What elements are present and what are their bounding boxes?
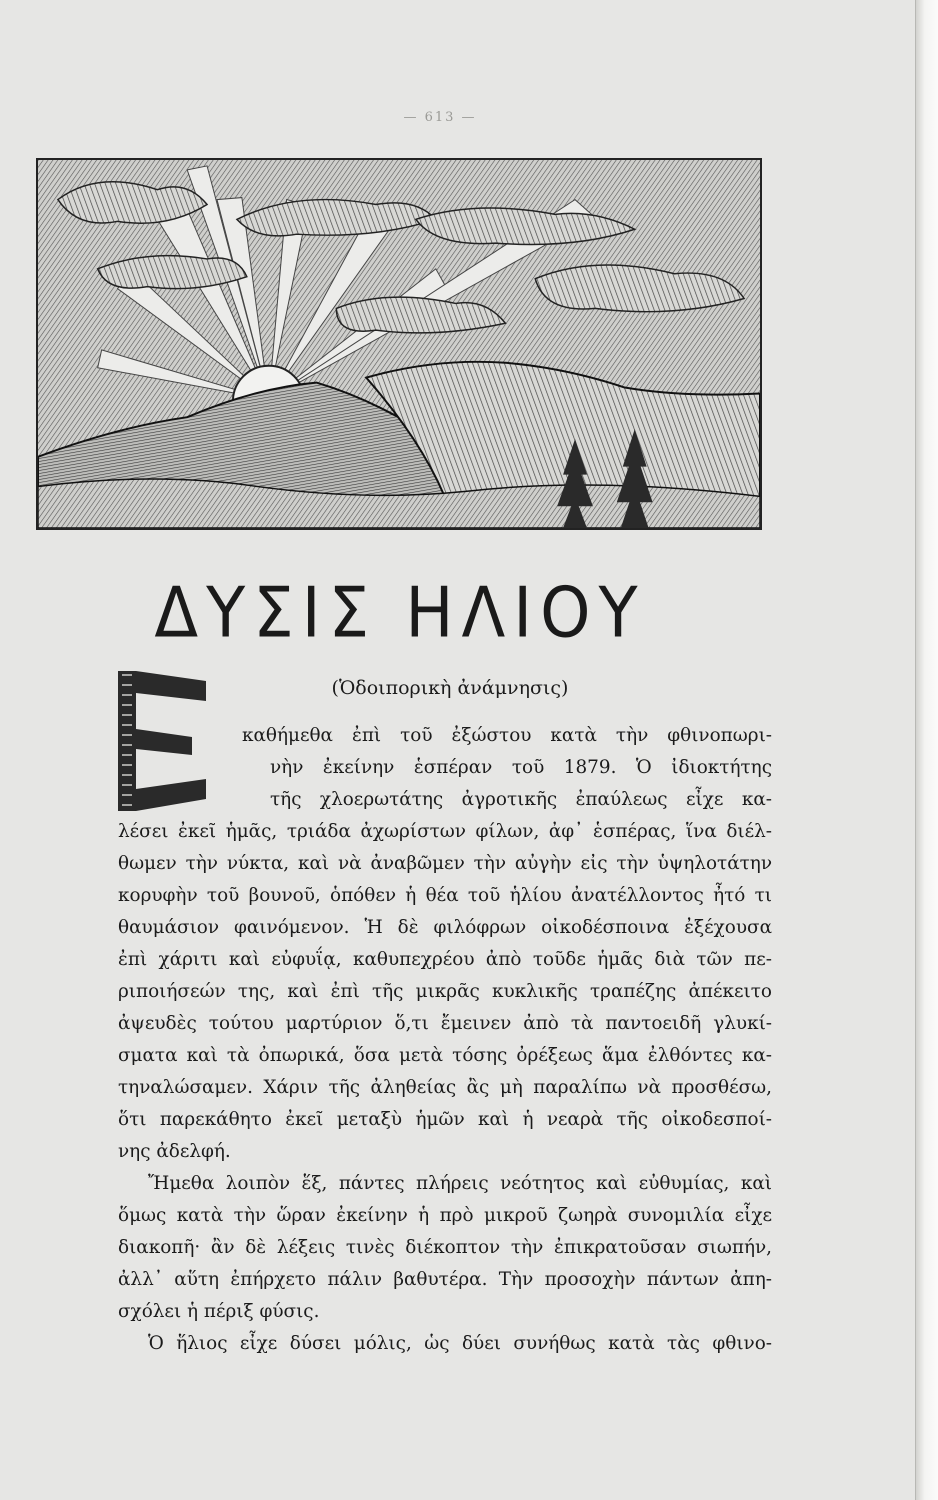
page-number: — 613 — — [403, 110, 477, 125]
text-line: ἀλλ᾽ αὕτη ἐπήρχετο πάλιν βαθυτέρα. Τὴν προσοχὴν πάντων ἀπη- — [118, 1269, 772, 1290]
text-line: ριποιήσεών της, καὶ ἐπὶ τῆς μικρᾶς κυκλικῆς τραπέζης ἀπέκειτο — [118, 981, 772, 1002]
text-line: καθήμεθα ἐπὶ τοῦ ἐξώστου κατὰ τὴν φθινοπωρι- — [242, 725, 772, 746]
text-line: λέσει ἐκεῖ ἡμᾶς, τριάδα ἀχωρίστων φίλων, ἀφ᾽ ἑσπέρας, ἵνα διέλ- — [118, 821, 772, 842]
article-title: ΔΥΣΙΣ ΗΛΙΟΥ — [154, 574, 646, 654]
text-line: διακοπῆ· ἂν δὲ λέξεις τινὲς διέκοπτον τὴν ἐπικρατοῦσαν σιωπήν, — [118, 1237, 772, 1258]
sunset-illustration — [36, 158, 762, 530]
text-line: σχόλει ἡ πέριξ φύσις. — [118, 1301, 320, 1322]
page-edge — [915, 0, 938, 1500]
text-line: Ὁ ἥλιος εἶχε δύσει μόλις, ὡς δύει συνήθως κατὰ τὰς φθινο- — [148, 1333, 772, 1354]
text-line: νης ἀδελφή. — [118, 1141, 231, 1162]
text-line: ὅμως κατὰ τὴν ὥραν ἐκείνην ἡ πρὸ μικροῦ ζωηρὰ συνομιλία εἶχε — [118, 1205, 772, 1226]
text-line: ἀψευδὲς τούτου μαρτύριον ὅ,τι ἔμεινεν ἀπὸ τὰ παντοειδῆ γλυκί- — [118, 1013, 772, 1034]
text-line: θαυμάσιον φαινόμενον. Ἡ δὲ φιλόφρων οἰκοδέσποινα ἐξέχουσα — [118, 917, 772, 938]
text-line: κορυφὴν τοῦ βουνοῦ, ὁπόθεν ἡ θέα τοῦ ἡλίου ἀνατέλλοντος ἦτό τι — [118, 885, 772, 906]
article-subtitle: (Ὁδοιπορικὴ ἀνάμνησις) — [331, 677, 569, 699]
text-line: ὅτι παρεκάθητο ἐκεῖ μεταξὺ ἡμῶν καὶ ἡ νεαρὰ τῆς οἰκοδεσποί- — [118, 1109, 772, 1130]
text-line: θωμεν τὴν νύκτα, καὶ νὰ ἀναβῶμεν τὴν αὐγὴν εἰς τὴν ὑψηλοτάτην — [118, 853, 772, 874]
drop-cap — [114, 667, 210, 815]
text-line: σματα καὶ τὰ ὀπωρικά, ὅσα μετὰ τόσης ὀρέξεως ἅμα ἐλθόντες κα- — [118, 1045, 772, 1066]
text-line: τηναλώσαμεν. Χάριν τῆς ἀληθείας ἂς μὴ παραλίπω νὰ προσθέσω, — [118, 1077, 772, 1098]
text-line: τῆς χλοερωτάτης ἀγροτικῆς ἐπαύλεως εἶχε κα- — [270, 789, 772, 810]
text-line: Ἤμεθα λοιπὸν ἕξ, πάντες πλήρεις νεότητος καὶ εὐθυμίας, καὶ — [148, 1173, 772, 1194]
text-line: ἐπὶ χάριτι καὶ εὐφυΐᾳ, καθυπεχρέου ἀπὸ τοῦδε ἡμᾶς διὰ τῶν πε- — [118, 949, 772, 970]
text-line: νὴν ἐκείνην ἑσπέραν τοῦ 1879. Ὁ ἰδιοκτήτης — [270, 757, 772, 778]
